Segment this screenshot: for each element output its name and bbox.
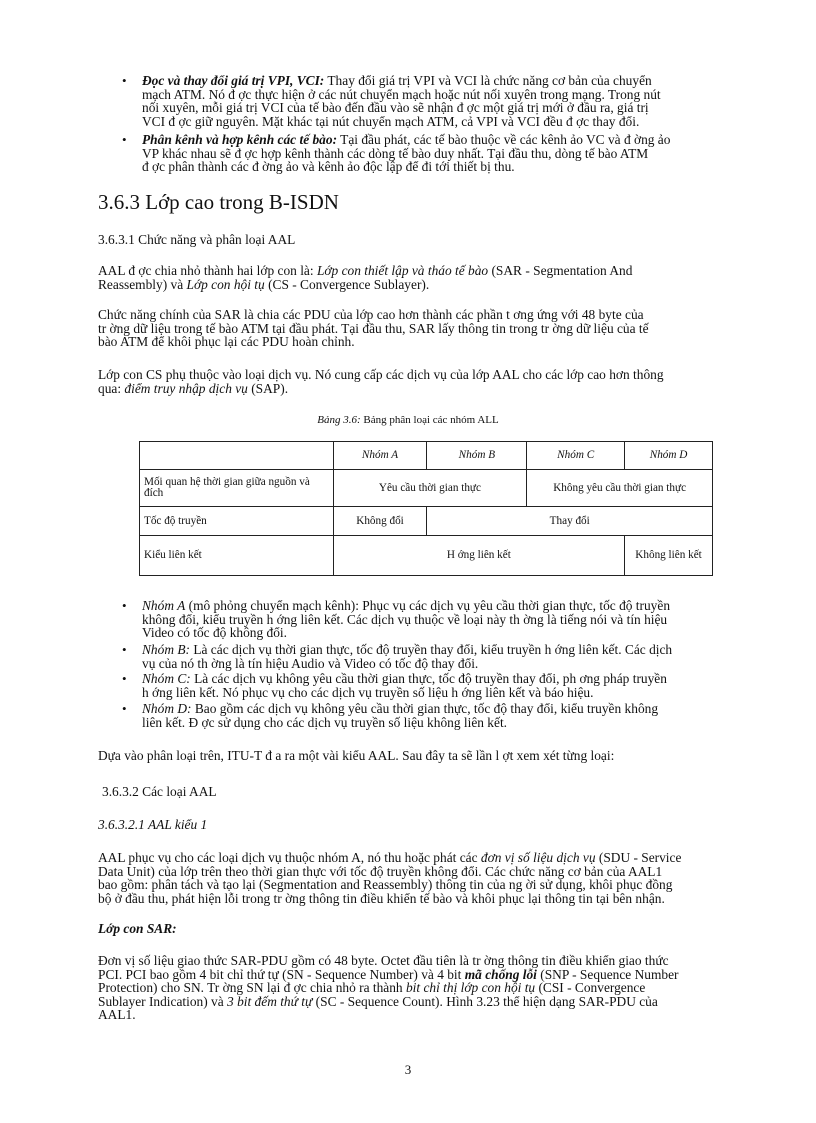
bullet-dot: • bbox=[122, 598, 127, 613]
bullet-title: Nhóm B: bbox=[142, 642, 190, 657]
bullet-dot: • bbox=[122, 73, 127, 88]
table-caption: Bảng 3.6: Bảng phân loại các nhóm ALL bbox=[317, 414, 499, 426]
table-header-cell: Nhóm B bbox=[427, 442, 527, 470]
table-row bbox=[140, 536, 713, 576]
bullet-group-c: • Nhóm C: Là các dịch vụ không yêu cầu thời gian thực, tốc độ truyền thay đổi, ph ơng pháp truyền h ớng liên kết. Nó phục vụ cho các dịch vụ truyền số liệu h ớng liên kết và báo hiệu. bbox=[122, 671, 667, 700]
paragraph-sar-pdu: Đơn vị số liệu giao thức SAR-PDU gồm có 48 byte. Octet đầu tiên là tr ờng thông tin điều khiển giao thức PCI. PCI bao gồm 4 bit chỉ thứ tự (SN - Sequence Number) và 4 bit mã chống lỗi (SNP - Sequence Number Protection) cho SN. Tr ờng SN lại đ ợc chia nhỏ ra thành bit chỉ thị lớp con hội tụ (CSI - Convergence Sublayer Indication) và 3 bit đếm thứ tự (SC - Sequence Count). Hình 3.23 thể hiện dạng SAR-PDU của AAL1. bbox=[98, 953, 679, 1022]
table-row-label: Tốc độ truyền bbox=[140, 507, 334, 536]
bullet-vpi-vci: • Đọc và thay đổi giá trị VPI, VCI: Thay đổi giá trị VPI và VCI là chức năng cơ bản của chuyển mạch ATM. Nó đ ợc thực hiện ở các nút chuyển mạch hoặc nút nối xuyên trong mạng. Trong nút nối xuyên, mỗi giá trị VCI của tế bào đến đầu vào sẽ nhận đ ợc một giá trị mới ở đầu ra, giá trị VCI đ ợc giữ nguyên. Mặt khác tại nút chuyển mạch ATM, cả VPI và VCI đều đ ợc thay đổi. bbox=[122, 73, 661, 129]
table-cell: H ớng liên kết bbox=[333, 536, 625, 576]
aal-classification-table bbox=[139, 441, 713, 576]
table-header-cell: Nhóm A bbox=[333, 442, 427, 470]
sar-sublayer-heading: Lớp con SAR: bbox=[98, 921, 177, 936]
table-header-cell bbox=[140, 442, 334, 470]
bullet-title: Nhóm D: bbox=[142, 701, 192, 716]
bullet-dot: • bbox=[122, 701, 127, 716]
paragraph-cs-function: Lớp con CS phụ thuộc vào loại dịch vụ. Nó cung cấp các dịch vụ của lớp AAL cho các lớp cao hơn thông qua: điểm truy nhập dịch vụ (SAP). bbox=[98, 367, 664, 396]
paragraph-aal-sublayers: AAL đ ợc chia nhỏ thành hai lớp con là: Lớp con thiết lập và tháo tế bào (SAR - Segmentation And Reassembly) và Lớp con hội tụ (CS - Convergence Sublayer). bbox=[98, 263, 633, 292]
table-header-cell: Nhóm D bbox=[625, 442, 713, 470]
bullet-title: Nhóm A bbox=[142, 598, 186, 613]
bullet-dot: • bbox=[122, 132, 127, 147]
table-cell: Yêu cầu thời gian thực bbox=[333, 470, 527, 507]
table-cell: Thay đổi bbox=[427, 507, 713, 536]
table-cell: Không yêu cầu thời gian thực bbox=[527, 470, 713, 507]
subsection-heading: 3.6.3.2 Các loại AAL bbox=[102, 784, 217, 799]
table-row-label: Mối quan hệ thời gian giữa nguồn và đích bbox=[140, 470, 334, 507]
paragraph-itu-t: Dựa vào phân loại trên, ITU-T đ a ra một vài kiểu AAL. Sau đây ta sẽ lần l ợt xem xét từng loại: bbox=[98, 748, 615, 763]
page-number: 3 bbox=[404, 1062, 412, 1077]
table-row bbox=[140, 507, 713, 536]
subsubsection-heading: 3.6.3.2.1 AAL kiểu 1 bbox=[98, 817, 208, 832]
table-row-label: Kiểu liên kết bbox=[140, 536, 334, 576]
section-heading: 3.6.3 Lớp cao trong B-ISDN bbox=[98, 190, 339, 214]
paragraph-aal1: AAL phục vụ cho các loại dịch vụ thuộc nhóm A, nó thu hoặc phát các đơn vị số liệu dịch vụ (SDU - Service Data Unit) của lớp trên theo thời gian thực với tốc độ truyền không đổi. Các chức năng cơ bản của AAL1 bao gồm: phân tách và tạo lại (Segmentation and Reassembly) thông tin của ng ời sử dụng, khôi phục đồng bộ ở đầu thu, phát hiện lỗi trong tr ờng thông tin điều khiển tế bào và khôi phục lại thông tin tại bên nhận. bbox=[98, 850, 682, 906]
table-cell: Không liên kết bbox=[625, 536, 713, 576]
table-header-cell: Nhóm C bbox=[527, 442, 625, 470]
table-cell: Không đổi bbox=[333, 507, 427, 536]
bullet-dot: • bbox=[122, 642, 127, 657]
bullet-title: Phân kênh và hợp kênh các tế bào: bbox=[142, 132, 338, 147]
subsection-heading: 3.6.3.1 Chức năng và phân loại AAL bbox=[98, 232, 296, 247]
bullet-dot: • bbox=[122, 671, 127, 686]
table-header-row bbox=[140, 442, 713, 470]
bullet-group-b: • Nhóm B: Là các dịch vụ thời gian thực, tốc độ truyền thay đổi, kiểu truyền h ớng liên kết. Các dịch vụ của nó th ờng là tín hiệu Audio và Video có tốc độ thay đổi. bbox=[122, 642, 673, 671]
bullet-cell-mux: • Phân kênh và hợp kênh các tế bào: Tại đầu phát, các tế bào thuộc về các kênh ảo VC và đ ờng ảo VP khác nhau sẽ đ ợc hợp kênh thành các dòng tế bào duy nhất. Tại đầu thu, dòng tế bào ATM đ ợc phân thành các đ ờng ảo và kênh ảo độc lập để đi tới thiết bị thu. bbox=[122, 132, 671, 174]
bullet-title: Đọc và thay đổi giá trị VPI, VCI: bbox=[142, 73, 325, 88]
bullet-group-a: • Nhóm A (mô phỏng chuyển mạch kênh): Phục vụ các dịch vụ yêu cầu thời gian thực, tốc độ truyền không đổi, kiểu truyền h ớng liên kết. Các dịch vụ thuộc về loại này th ờng là tiếng nói và tín hiệu Video có tốc độ không đổi. bbox=[122, 598, 671, 640]
table-row bbox=[140, 470, 713, 507]
bullet-title: Nhóm C: bbox=[142, 671, 191, 686]
bullet-group-d: • Nhóm D: Bao gồm các dịch vụ không yêu cầu thời gian thực, tốc độ thay đổi, kiểu truyền không liên kết. Đ ợc sử dụng cho các dịch vụ truyền số liệu không liên kết. bbox=[122, 701, 659, 730]
paragraph-sar-function: Chức năng chính của SAR là chia các PDU của lớp cao hơn thành các phần t ơng ứng với 48 byte của tr ờng dữ liệu trong tế bào ATM tại đầu phát. Tại đầu thu, SAR lấy thông tin trong tr ờng dữ liệu của tế bào ATM để khôi phục lại các PDU hoàn chỉnh. bbox=[98, 307, 649, 349]
